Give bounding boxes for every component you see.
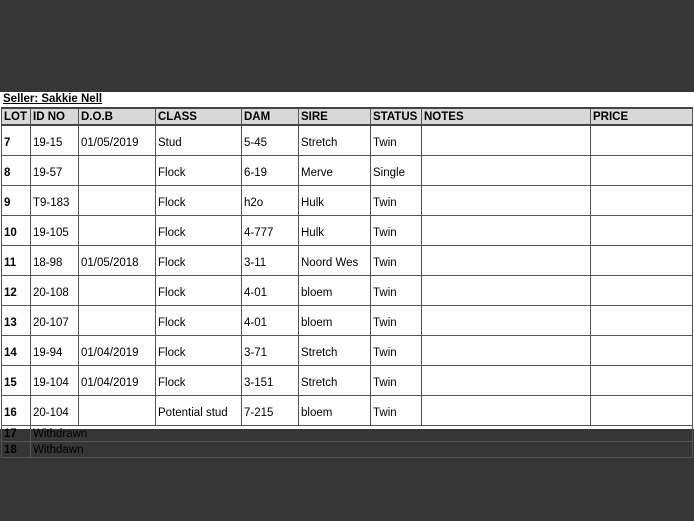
lot-cell: 13 — [2, 306, 31, 336]
notes-cell — [422, 276, 591, 306]
status-cell: Twin — [371, 125, 422, 156]
class-cell: Flock — [156, 336, 242, 366]
table-row — [2, 396, 693, 426]
sire-cell: bloem — [299, 306, 371, 336]
table-row — [2, 306, 693, 336]
status-cell: Single — [371, 156, 422, 186]
id-cell: 18-98 — [31, 246, 79, 276]
lot-cell: 17 — [2, 426, 31, 442]
dam-cell: 4-01 — [242, 276, 299, 306]
dam-cell: 4-777 — [242, 216, 299, 246]
class-cell: Flock — [156, 306, 242, 336]
lots-table — [1, 107, 693, 458]
class-cell: Flock — [156, 366, 242, 396]
column-header-lot: LOT — [2, 108, 31, 125]
price-cell — [591, 125, 693, 156]
lot-cell: 11 — [2, 246, 31, 276]
class-cell: Flock — [156, 156, 242, 186]
class-cell: Flock — [156, 246, 242, 276]
sire-cell: Stretch — [299, 336, 371, 366]
id-cell: 19-57 — [31, 156, 79, 186]
dam-cell: 6-19 — [242, 156, 299, 186]
id-cell: 19-15 — [31, 125, 79, 156]
table-row — [2, 156, 693, 186]
id-cell: 20-108 — [31, 276, 79, 306]
price-cell — [591, 186, 693, 216]
lot-cell: 12 — [2, 276, 31, 306]
notes-cell — [422, 216, 591, 246]
dam-cell: 3-151 — [242, 366, 299, 396]
notes-cell — [422, 366, 591, 396]
lot-cell: 9 — [2, 186, 31, 216]
id-cell: 20-104 — [31, 396, 79, 426]
dam-cell: 3-71 — [242, 336, 299, 366]
withdrawn-note: Withdrawn — [31, 426, 693, 442]
column-header-dam: DAM — [242, 108, 299, 125]
dob-cell — [79, 216, 156, 246]
status-cell: Twin — [371, 276, 422, 306]
dam-cell: 5-45 — [242, 125, 299, 156]
document-sheet — [0, 92, 694, 456]
notes-cell — [422, 336, 591, 366]
sire-cell: Merve — [299, 156, 371, 186]
lot-cell: 14 — [2, 336, 31, 366]
price-cell — [591, 366, 693, 396]
column-header-dob: D.O.B — [79, 108, 156, 125]
sire-cell: Stretch — [299, 366, 371, 396]
dam-cell: 3-11 — [242, 246, 299, 276]
lot-cell: 7 — [2, 125, 31, 156]
lot-cell: 15 — [2, 366, 31, 396]
column-header-class: CLASS — [156, 108, 242, 125]
id-cell: 19-104 — [31, 366, 79, 396]
price-cell — [591, 306, 693, 336]
id-cell: T9-183 — [31, 186, 79, 216]
class-cell: Flock — [156, 216, 242, 246]
lot-cell: 16 — [2, 396, 31, 426]
price-cell — [591, 246, 693, 276]
dob-cell: 01/04/2019 — [79, 366, 156, 396]
status-cell: Twin — [371, 246, 422, 276]
table-row — [2, 125, 693, 156]
price-cell — [591, 276, 693, 306]
withdrawn-row — [2, 426, 693, 442]
notes-cell — [422, 186, 591, 216]
dam-cell: 7-215 — [242, 396, 299, 426]
column-header-notes: NOTES — [422, 108, 591, 125]
id-cell: 19-94 — [31, 336, 79, 366]
table-row — [2, 276, 693, 306]
class-cell: Potential stud — [156, 396, 242, 426]
id-cell: 20-107 — [31, 306, 79, 336]
column-header-id-no: ID NO — [31, 108, 79, 125]
notes-cell — [422, 125, 591, 156]
column-header-sire: SIRE — [299, 108, 371, 125]
sire-cell: Hulk — [299, 216, 371, 246]
table-row — [2, 336, 693, 366]
notes-cell — [422, 156, 591, 186]
table-row — [2, 246, 693, 276]
table-row — [2, 186, 693, 216]
price-cell — [591, 336, 693, 366]
status-cell: Twin — [371, 186, 422, 216]
sire-cell: Stretch — [299, 125, 371, 156]
sire-cell: bloem — [299, 396, 371, 426]
status-cell: Twin — [371, 216, 422, 246]
dob-cell — [79, 306, 156, 336]
notes-cell — [422, 306, 591, 336]
dob-cell — [79, 156, 156, 186]
table-header-row — [2, 108, 693, 125]
dob-cell: 01/04/2019 — [79, 336, 156, 366]
lot-cell: 18 — [2, 442, 31, 458]
column-header-status: STATUS — [371, 108, 422, 125]
dob-cell: 01/05/2018 — [79, 246, 156, 276]
dob-cell — [79, 396, 156, 426]
table-row — [2, 366, 693, 396]
withdrawn-row — [2, 442, 693, 458]
class-cell: Stud — [156, 125, 242, 156]
lot-cell: 10 — [2, 216, 31, 246]
withdrawn-note: Withdawn — [31, 442, 693, 458]
seller-label: Seller: Sakkie Nell — [3, 93, 103, 105]
price-cell — [591, 156, 693, 186]
status-cell: Twin — [371, 306, 422, 336]
dob-cell — [79, 276, 156, 306]
dam-cell: h2o — [242, 186, 299, 216]
id-cell: 19-105 — [31, 216, 79, 246]
column-header-price: PRICE — [591, 108, 693, 125]
dob-cell: 01/05/2019 — [79, 125, 156, 156]
price-cell — [591, 216, 693, 246]
status-cell: Twin — [371, 366, 422, 396]
sire-cell: Noord Wes — [299, 246, 371, 276]
status-cell: Twin — [371, 396, 422, 426]
class-cell: Flock — [156, 276, 242, 306]
notes-cell — [422, 396, 591, 426]
notes-cell — [422, 246, 591, 276]
dam-cell: 4-01 — [242, 306, 299, 336]
sire-cell: Hulk — [299, 186, 371, 216]
price-cell — [591, 396, 693, 426]
status-cell: Twin — [371, 336, 422, 366]
table-row — [2, 216, 693, 246]
dob-cell — [79, 186, 156, 216]
lot-cell: 8 — [2, 156, 31, 186]
class-cell: Flock — [156, 186, 242, 216]
sire-cell: bloem — [299, 276, 371, 306]
